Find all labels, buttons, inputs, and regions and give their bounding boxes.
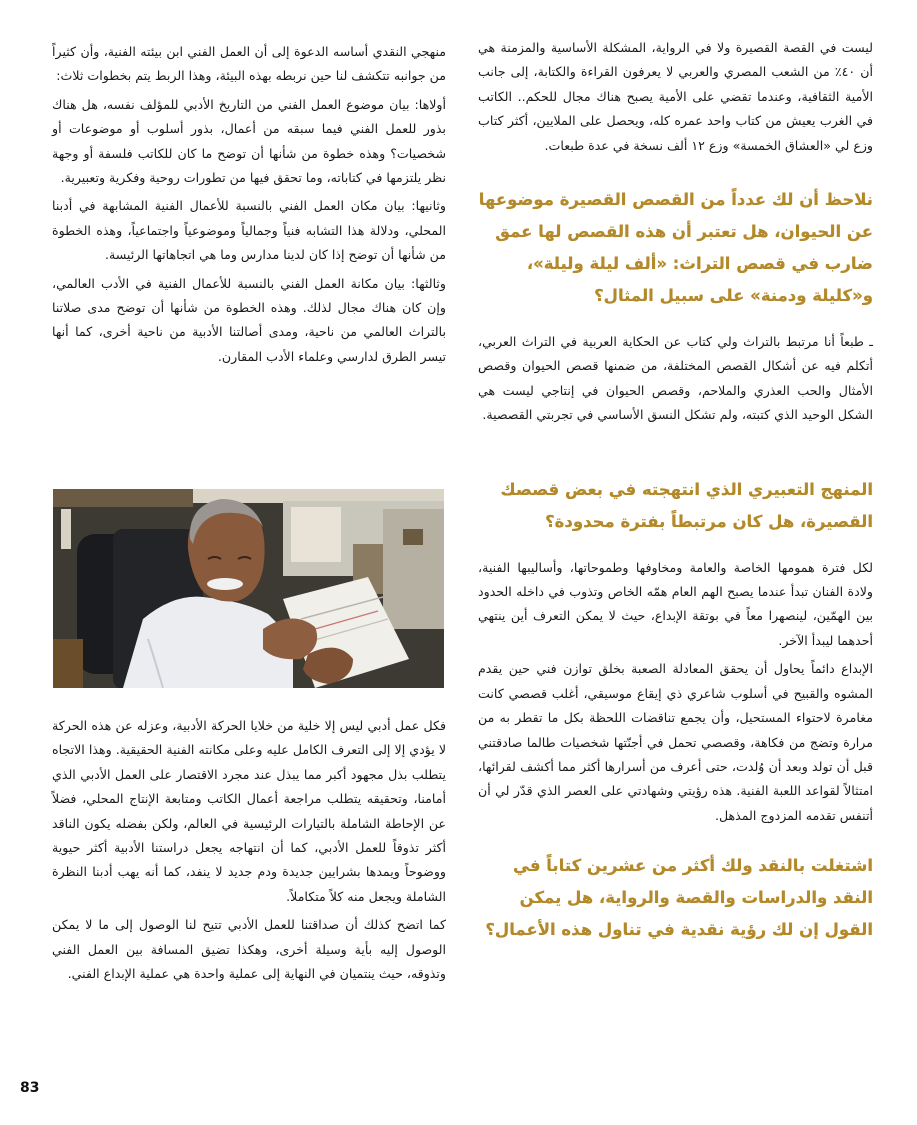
left-column-bottom: [52, 714, 446, 990]
page-number: 83: [20, 1080, 40, 1096]
paragraph: فكل عمل أدبي ليس إلا خلية من خلايا الحركة الأدبية، وعزله عن هذه الحركة لا يؤدي إلا إلى التعرف الكامل عليه وعلى مكانته الفنية الحقيقية. وهذا الاتجاه يتطلب بذل مجهود أكبر مما يبذل عند مجرد الاقتصار على العمل الأدبي الذي أمامنا، وتحقيقه يتطلب مراجعة أعمال الكاتب ومتابعة الإنتاج المحلي، فضلاً عن الإحاطة الشاملة بالتيارات الرئيسية في العالم، ولكن بفضله يكون الناقد أكثر تذوقاً للعمل الأدبي، كما أن انتهاجه يجعل دراستنا الأدبية أكثر حيوية ووضوحاً ويمدها بشرايين جديدة ودم جديد لا ينفد، كما أنه يهب أدبنا النظرة الشاملة ويجعل منه كلاً متكاملاً.: [52, 718, 446, 904]
answer-paragraph: لكل فترة همومها الخاصة والعامة ومخاوفها وطموحاتها، وأساليبها الفنية، ولادة الفنان تبدأ عندما يصبح الهم العام همّه الخاص وتذوب في داخله الحدود بين الهمّين، لينصهرا معاً في بوتقة الإبداع، حيث لا يمكن التعرف أين ينتهي أحدهما ليبدأ الآخر.: [478, 559, 873, 648]
interview-question: المنهج التعبيري الذي انتهجته في بعض قصصك القصيرة، هل كان مرتبطاً بفترة محدودة؟: [500, 479, 873, 531]
paragraph: وثانيها: بيان مكان العمل الفني بالنسبة للأعمال الفنية المشابهة في أدبنا المحلي، ودلالة هذا التشابه فنياً وجمالياً وموضوعياً واجتماعياً، وهذه الخطوة من شأنها أن توضح إذا كان لدينا مدارس وما هي اتجاهاتها الرئيسة.: [52, 198, 446, 263]
left-column-top: [52, 40, 446, 373]
interview-question: نلاحظ أن لك عدداً من القصص القصيرة موضوعها عن الحيوان، هل تعتبر أن هذه القصص لها عمق ضارب في قصص التراث: «ألف ليلة وليلة»، و«كليلة ودمنة» على سبيل المثال؟: [478, 190, 873, 306]
author-photo: [53, 489, 444, 688]
right-column: [478, 36, 873, 950]
paragraph: كما اتضح كذلك أن صداقتنا للعمل الأدبي تتيح لنا الوصول إلى ما لا يمكن الوصول إليه بأية وسيلة أخرى، وهكذا تضيق المسافة بين العمل الفني وتذوقه، حيث ينتميان في النهاية إلى عملية واحدة هي عملية الإبداع الفني.: [52, 917, 446, 982]
paragraph: منهجي النقدي أساسه الدعوة إلى أن العمل الفني ابن بيئته الفنية، وأن كثيراً من جوانبه تتكشف لنا حين نربطه بهذه البيئة، وهذا الربط يتم بخطوات ثلاث:: [52, 44, 446, 84]
paragraph: أولاها: بيان موضوع العمل الفني من التاريخ الأدبي للمؤلف نفسه، هل هناك بذور للعمل الفني فيما سبقه من أعمال، بذور أسلوب أو موضوعات أو شخصيات؟ وهذه خطوة من شأنها أن توضح ما كان للكاتب فلسفة أو وجهة نظر يلتزمها في كتاباته، وما تحقق فيها من تطورات روحية وفكرية وتعبيرية.: [52, 96, 446, 186]
paragraph: وثالثها: بيان مكانة العمل الفني بالنسبة للأعمال الفنية في الأدب العالمي، وإن كان هناك مجال لذلك. وهذه الخطوة من شأنها أن توضح مدى صلاتنا بالتراث العالمي من ناحية، ومدى أصالتنا الأدبية من ناحية أخرى، كما أنها تيسر الطرق لدارسي وعلماء الأدب المقارن.: [52, 275, 446, 364]
paragraph: ليست في القصة القصيرة ولا في الرواية، المشكلة الأساسية والمزمنة هي أن ٤٠٪ من الشعب المصري والعربي لا يعرفون القراءة والكتابة، إلى جانب الأمية الثقافية، وعندما تقضي على الأمية يصبح هناك مجال للحكم.. الكاتب في الغرب يعيش من كتاب واحد عمره كله، ويحصل على الملايين، أكثر كتاب وزع لي «العشاق الخمسة» وزع ١٢ ألف نسخة في عدة طبعات.: [478, 40, 873, 153]
interview-question: اشتغلت بالنقد ولك أكثر من عشرين كتاباً في النقد والدراسات والقصة والرواية، هل يمكن القول إن لك رؤية نقدية في تناول هذه الأعمال؟: [485, 856, 873, 940]
answer-paragraph: ـ طبعاً أنا مرتبط بالتراث ولي كتاب عن الحكاية العربية في التراث العربي، أتكلم فيه عن أشكال القصص المختلفة، من ضمنها قصص الحيوان وقصص الأمثال والحب العذري والملاحم، وقصص الحيوان في إنتاجي ليست هي الشكل الوحيد الذي كتبته، ولم تشكل النسق الأساسي في تجربتي القصصية.: [478, 334, 873, 423]
answer-paragraph: الإبداع دائماً يحاول أن يحقق المعادلة الصعبة بخلق توازن فني حين يقدم المشوه والقبيح في أسلوب شاعري ذي إيقاع موسيقي، أغلب قصصي كانت مغامرة لاحتواء المستحيل، وأن يجمع تناقضات اللحظة بكل ما تقطر به من مرارة وتضج من فكاهة، وقصصي تحمل في أجنّتها شخصيات طالما صادقتني قبل أن تولد وبعد أن وُلدت، حتى أعرف من أسرارها أكثر مما أكشف لقرائها، امتثالاً لقواعد اللعبة الفنية. هذه رؤيتي وشهادتي على العصر الذي قدّر لي أن أتنفس تقدمه المزدوج المذهل.: [478, 661, 873, 823]
